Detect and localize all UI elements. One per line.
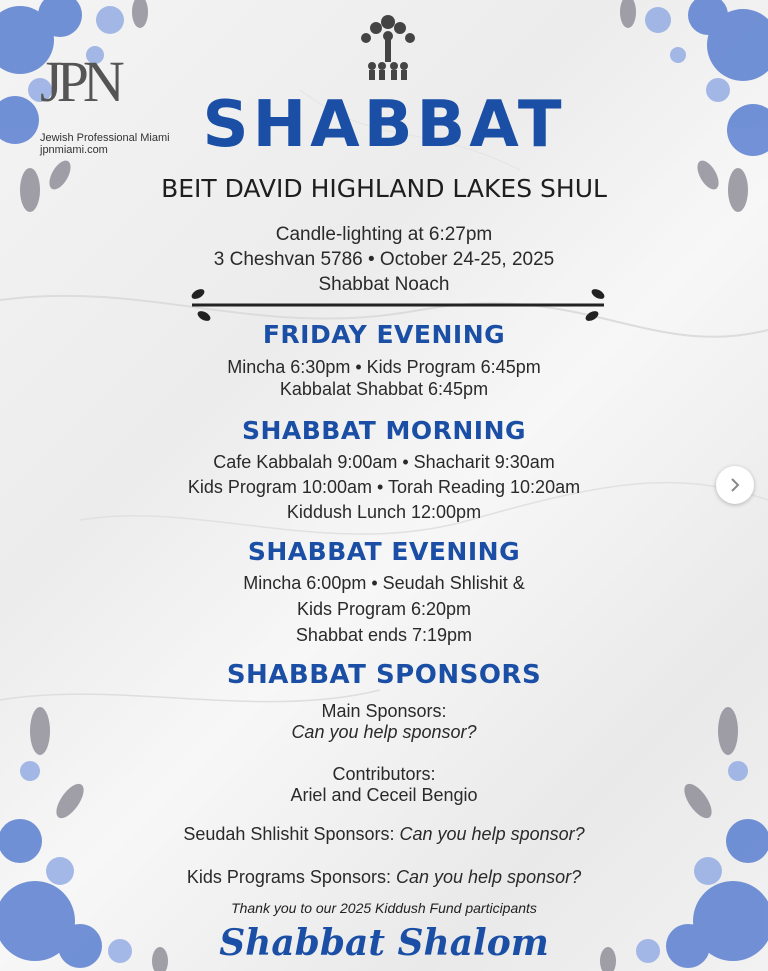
- sponsors-heading: SHABBAT SPONSORS: [226, 660, 542, 690]
- seudah-sponsors: [0, 822, 768, 847]
- closing-greeting: Shabbat Shalom: [219, 922, 549, 964]
- friday-line-1: Mincha 6:30pm • Kids Program 6:45pm: [227, 357, 541, 377]
- main-sponsors-label: Main Sponsors:: [321, 701, 447, 721]
- evening-heading: SHABBAT EVENING: [247, 537, 521, 566]
- next-image-button[interactable]: [716, 466, 754, 504]
- friday-heading: FRIDAY EVENING: [262, 320, 506, 349]
- evening-line-1: Mincha 6:00pm • Seudah Shlishit &: [243, 573, 525, 593]
- kids-sponsors: [0, 865, 768, 890]
- logo-url: jpnmiami.com: [40, 144, 108, 156]
- morning-line-3: Kiddush Lunch 12:00pm: [286, 502, 482, 522]
- seudah-label: Seudah Shlishit Sponsors:: [183, 824, 400, 844]
- logo-text: Jewish Professional Miami: [40, 132, 170, 144]
- friday-line-2: Kabbalat Shabbat 6:45pm: [279, 379, 489, 399]
- seudah-value: Can you help sponsor?: [399, 824, 585, 844]
- candle-lighting: Candle-lighting at 6:27pm: [275, 224, 493, 245]
- morning-line-1: Cafe Kabbalah 9:00am • Shacharit 9:30am: [213, 452, 555, 472]
- kids-label: Kids Programs Sponsors:: [186, 867, 396, 887]
- tree-of-life-icon: [350, 8, 426, 80]
- morning-heading: SHABBAT MORNING: [241, 416, 527, 445]
- thanks-note: Thank you to our 2025 Kiddush Fund participants: [231, 900, 537, 916]
- hebrew-date: 3 Cheshvan 5786 • October 24-25, 2025: [213, 249, 555, 270]
- morning-line-2: Kids Program 10:00am • Torah Reading 10:20am: [187, 477, 581, 497]
- contributors-value: Ariel and Ceceil Bengio: [290, 785, 478, 805]
- evening-line-2: Kids Program 6:20pm: [296, 599, 472, 619]
- ornamental-divider: [178, 286, 618, 324]
- main-sponsors-value: Can you help sponsor?: [291, 722, 477, 742]
- chevron-right-icon: [728, 478, 742, 492]
- parsha: Shabbat Noach: [318, 274, 450, 295]
- page-title: SHABBAT: [202, 88, 566, 162]
- kids-value: Can you help sponsor?: [395, 867, 582, 887]
- evening-line-3: Shabbat ends 7:19pm: [295, 625, 473, 645]
- contributors-label: Contributors:: [332, 764, 436, 784]
- logo-mark: JPN: [40, 49, 119, 114]
- venue-name: BEIT DAVID HIGHLAND LAKES SHUL: [161, 174, 607, 203]
